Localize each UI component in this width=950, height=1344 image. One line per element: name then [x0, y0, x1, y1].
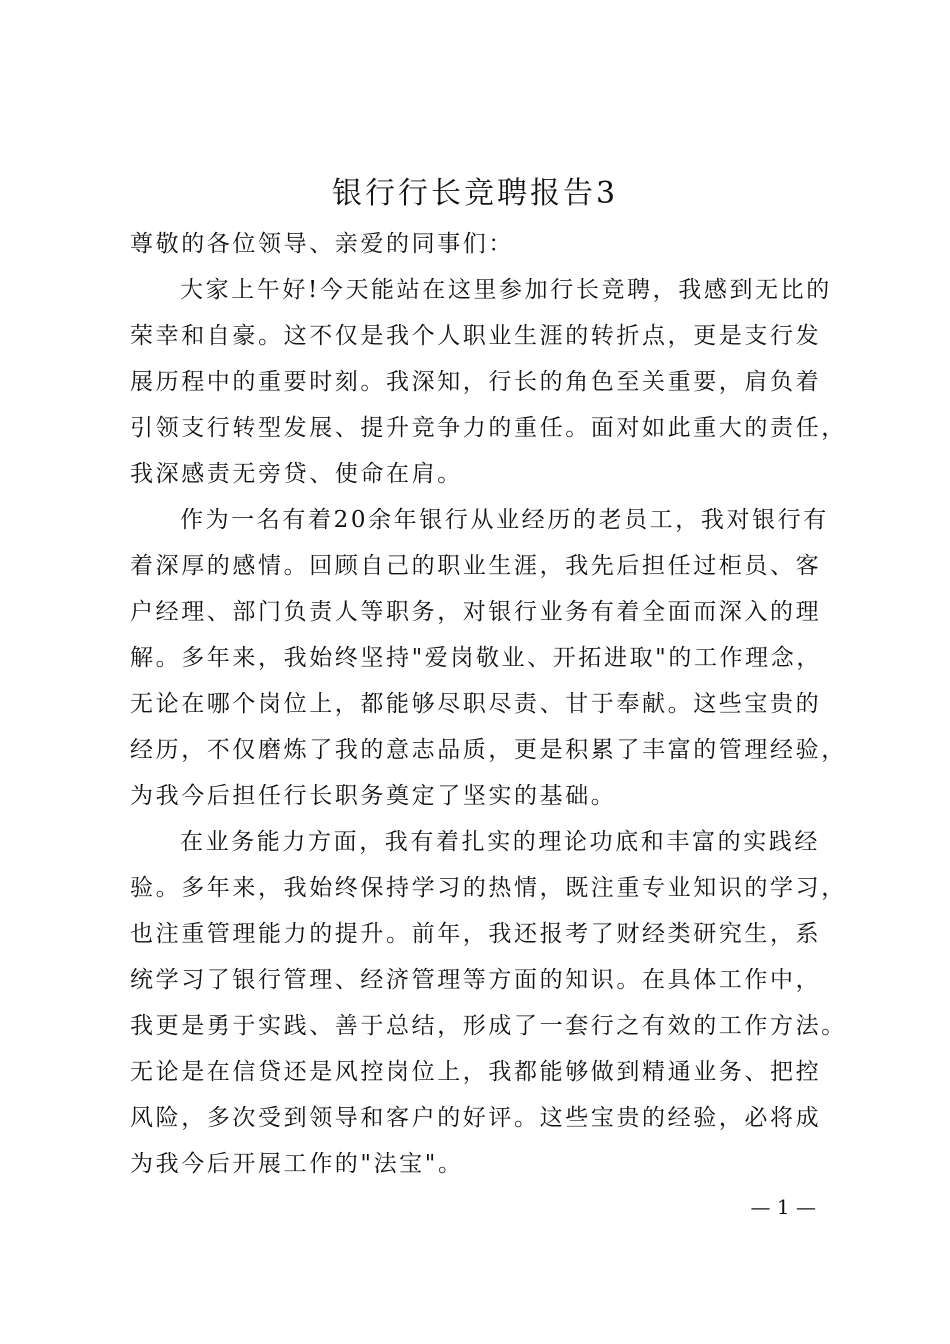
text-line: 经历，不仅磨炼了我的意志品质，更是积累了丰富的管理经验， [130, 737, 847, 763]
text-line: 在业务能力方面，我有着扎实的理论功底和丰富的实践经 [180, 829, 820, 855]
text-line: 无论是在信贷还是风控岗位上，我都能够做到精通业务、把控 [130, 1059, 822, 1085]
text-line: 荣幸和自豪。这不仅是我个人职业生涯的转折点，更是支行发 [130, 323, 822, 349]
text-line: 户经理、部门负责人等职务，对银行业务有着全面而深入的理 [130, 599, 822, 625]
text-line: 为我今后开展工作的"法宝"。 [130, 1151, 464, 1177]
text-line: 统学习了银行管理、经济管理等方面的知识。在具体工作中， [130, 967, 822, 993]
text-line: 解。多年来，我始终坚持"爱岗敬业、开拓进取"的工作理念， [130, 645, 822, 671]
text-line: 作为一名有着20余年银行从业经历的老员工，我对银行有 [180, 507, 829, 533]
text-line: 无论在哪个岗位上，都能够尽职尽责、甘于奉献。这些宝贵的 [130, 691, 822, 717]
text-line: 为我今后担任行长职务奠定了坚实的基础。 [130, 783, 617, 809]
text-line: 引领支行转型发展、提升竞争力的重任。面对如此重大的责任， [130, 415, 847, 441]
text-line: 展历程中的重要时刻。我深知，行长的角色至关重要，肩负着 [130, 369, 822, 395]
text-line: 我更是勇于实践、善于总结，形成了一套行之有效的工作方法。 [130, 1013, 847, 1039]
text-line: 我深感责无旁贷、使命在肩。 [130, 461, 463, 487]
text-line: 着深厚的感情。回顾自己的职业生涯，我先后担任过柜员、客 [130, 553, 822, 579]
text-line: 验。多年来，我始终保持学习的热情，既注重专业知识的学习， [130, 875, 847, 901]
document-title: 银行行长竞聘报告3 [331, 176, 619, 211]
salutation: 尊敬的各位领导、亲爱的同事们： [130, 231, 514, 257]
text-line: 也注重管理能力的提升。前年，我还报考了财经类研究生，系 [130, 921, 822, 947]
text-line: 风险，多次受到领导和客户的好评。这些宝贵的经验，必将成 [130, 1105, 822, 1131]
text-line: 大家上午好!今天能站在这里参加行长竞聘，我感到无比的 [180, 277, 832, 303]
page-number: — 1 — [750, 1195, 816, 1219]
